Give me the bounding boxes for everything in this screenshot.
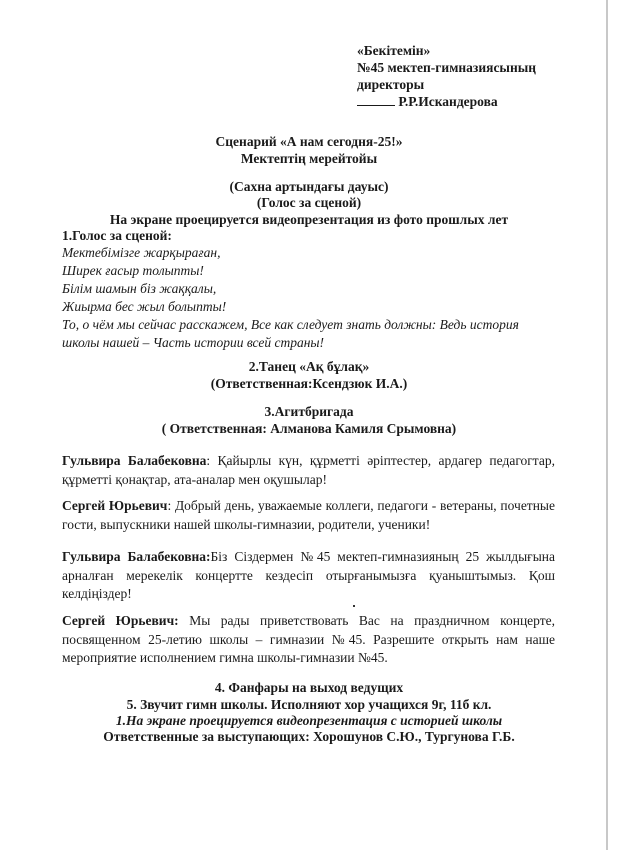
scenario-title: Сценарий «А нам сегодня-25!» [215,134,403,149]
section1-heading: 1.Голос за сценой: [62,228,172,243]
dialogue-paragraph [62,452,555,489]
section3-responsible: ( Ответственная: Алманова Камиля Срымовна) [161,421,457,436]
scenario-subtitle: Мектептің мерейтойы [240,151,378,166]
prose-line: То, о чём мы сейчас расскажем, Все как следует знать должны: Ведь история [62,317,519,332]
verse-line: Ширек ғасыр толыпты! [62,263,204,278]
dialogue-paragraph [62,612,555,668]
dialogue-paragraph [62,548,555,604]
section4-responsible: Ответственные за выступающих: Хорошунов С.Ю., Тургунова Г.Б. [103,729,515,744]
section4-heading: 4. Фанфары на выход ведущих [214,680,404,695]
approval-position: директоры [357,77,425,92]
dialogue-paragraph [62,497,555,534]
speech-text: : Добрый день, уважаемые коллеги, педагоги - ветераны, почетные гости, выпускники нашей школы-гимназии, родители, ученики! [62,498,555,532]
verse-line: Мектебімізге жарқыраған, [62,245,221,260]
backstage-voice-ru: (Голос за сценой) [256,195,362,210]
verse-line: Білім шамын біз жаққалы, [62,281,217,296]
section2-heading: 2.Танец «Ақ бұлақ» [248,359,370,374]
verse-line: Жиырма бес жыл болыпты! [62,299,227,314]
screen-note: На экране проецируется видеопрезентация из фото прошлых лет [109,212,509,227]
approval-title: «Бекітемін» [357,43,431,58]
speech-text: : Қайырлы күн, құрметті әріптестер, ардагер педагогтар, құрметті қонақтар, ата-аналар мен оқушылар! [62,453,555,487]
approval-signature [357,93,536,110]
speaker-name: Сергей Юрьевич: [62,613,179,628]
signature-line [357,94,395,106]
backstage-voice-kz: (Сахна артындағы дауыс) [229,179,389,194]
speaker-name: Гульвира Балабековна: [62,549,211,564]
section2-responsible: (Ответственная:Ксендзюк И.А.) [210,376,408,391]
stray-mark [353,605,355,607]
prose-line: школы нашей – Часть истории всей страны! [62,335,325,350]
history-screen-note: 1.На экране проецируется видеопрезентация с историей школы [115,713,503,728]
speech-text: Біз Сіздермен №45 мектеп-гимназияның 25 жылдығына арналған мерекелік концертте кездесіп отырғанымызға қуаныштымыз. Қош келдіңіздер! [62,549,555,601]
speech-text: Мы рады приветствовать Вас на праздничном концерте, посвященном 25-летию школы – гимназии №45. Разрешите открыть нам наше мероприятие исполнением гимна школы-гимназии №45. [62,613,556,665]
anthem-line: 5. Звучит гимн школы. Исполняют хор учащихся 9г, 11б кл. [126,697,492,712]
speaker-name: Сергей Юрьевич [62,498,168,513]
speaker-name: Гульвира Балабековна [62,453,207,468]
section3-heading: 3.Агитбригада [264,404,354,419]
signature-name: Р.Р.Искандерова [398,94,498,109]
approval-block [357,42,536,110]
approval-school: №45 мектеп-гимназиясының [357,60,537,75]
